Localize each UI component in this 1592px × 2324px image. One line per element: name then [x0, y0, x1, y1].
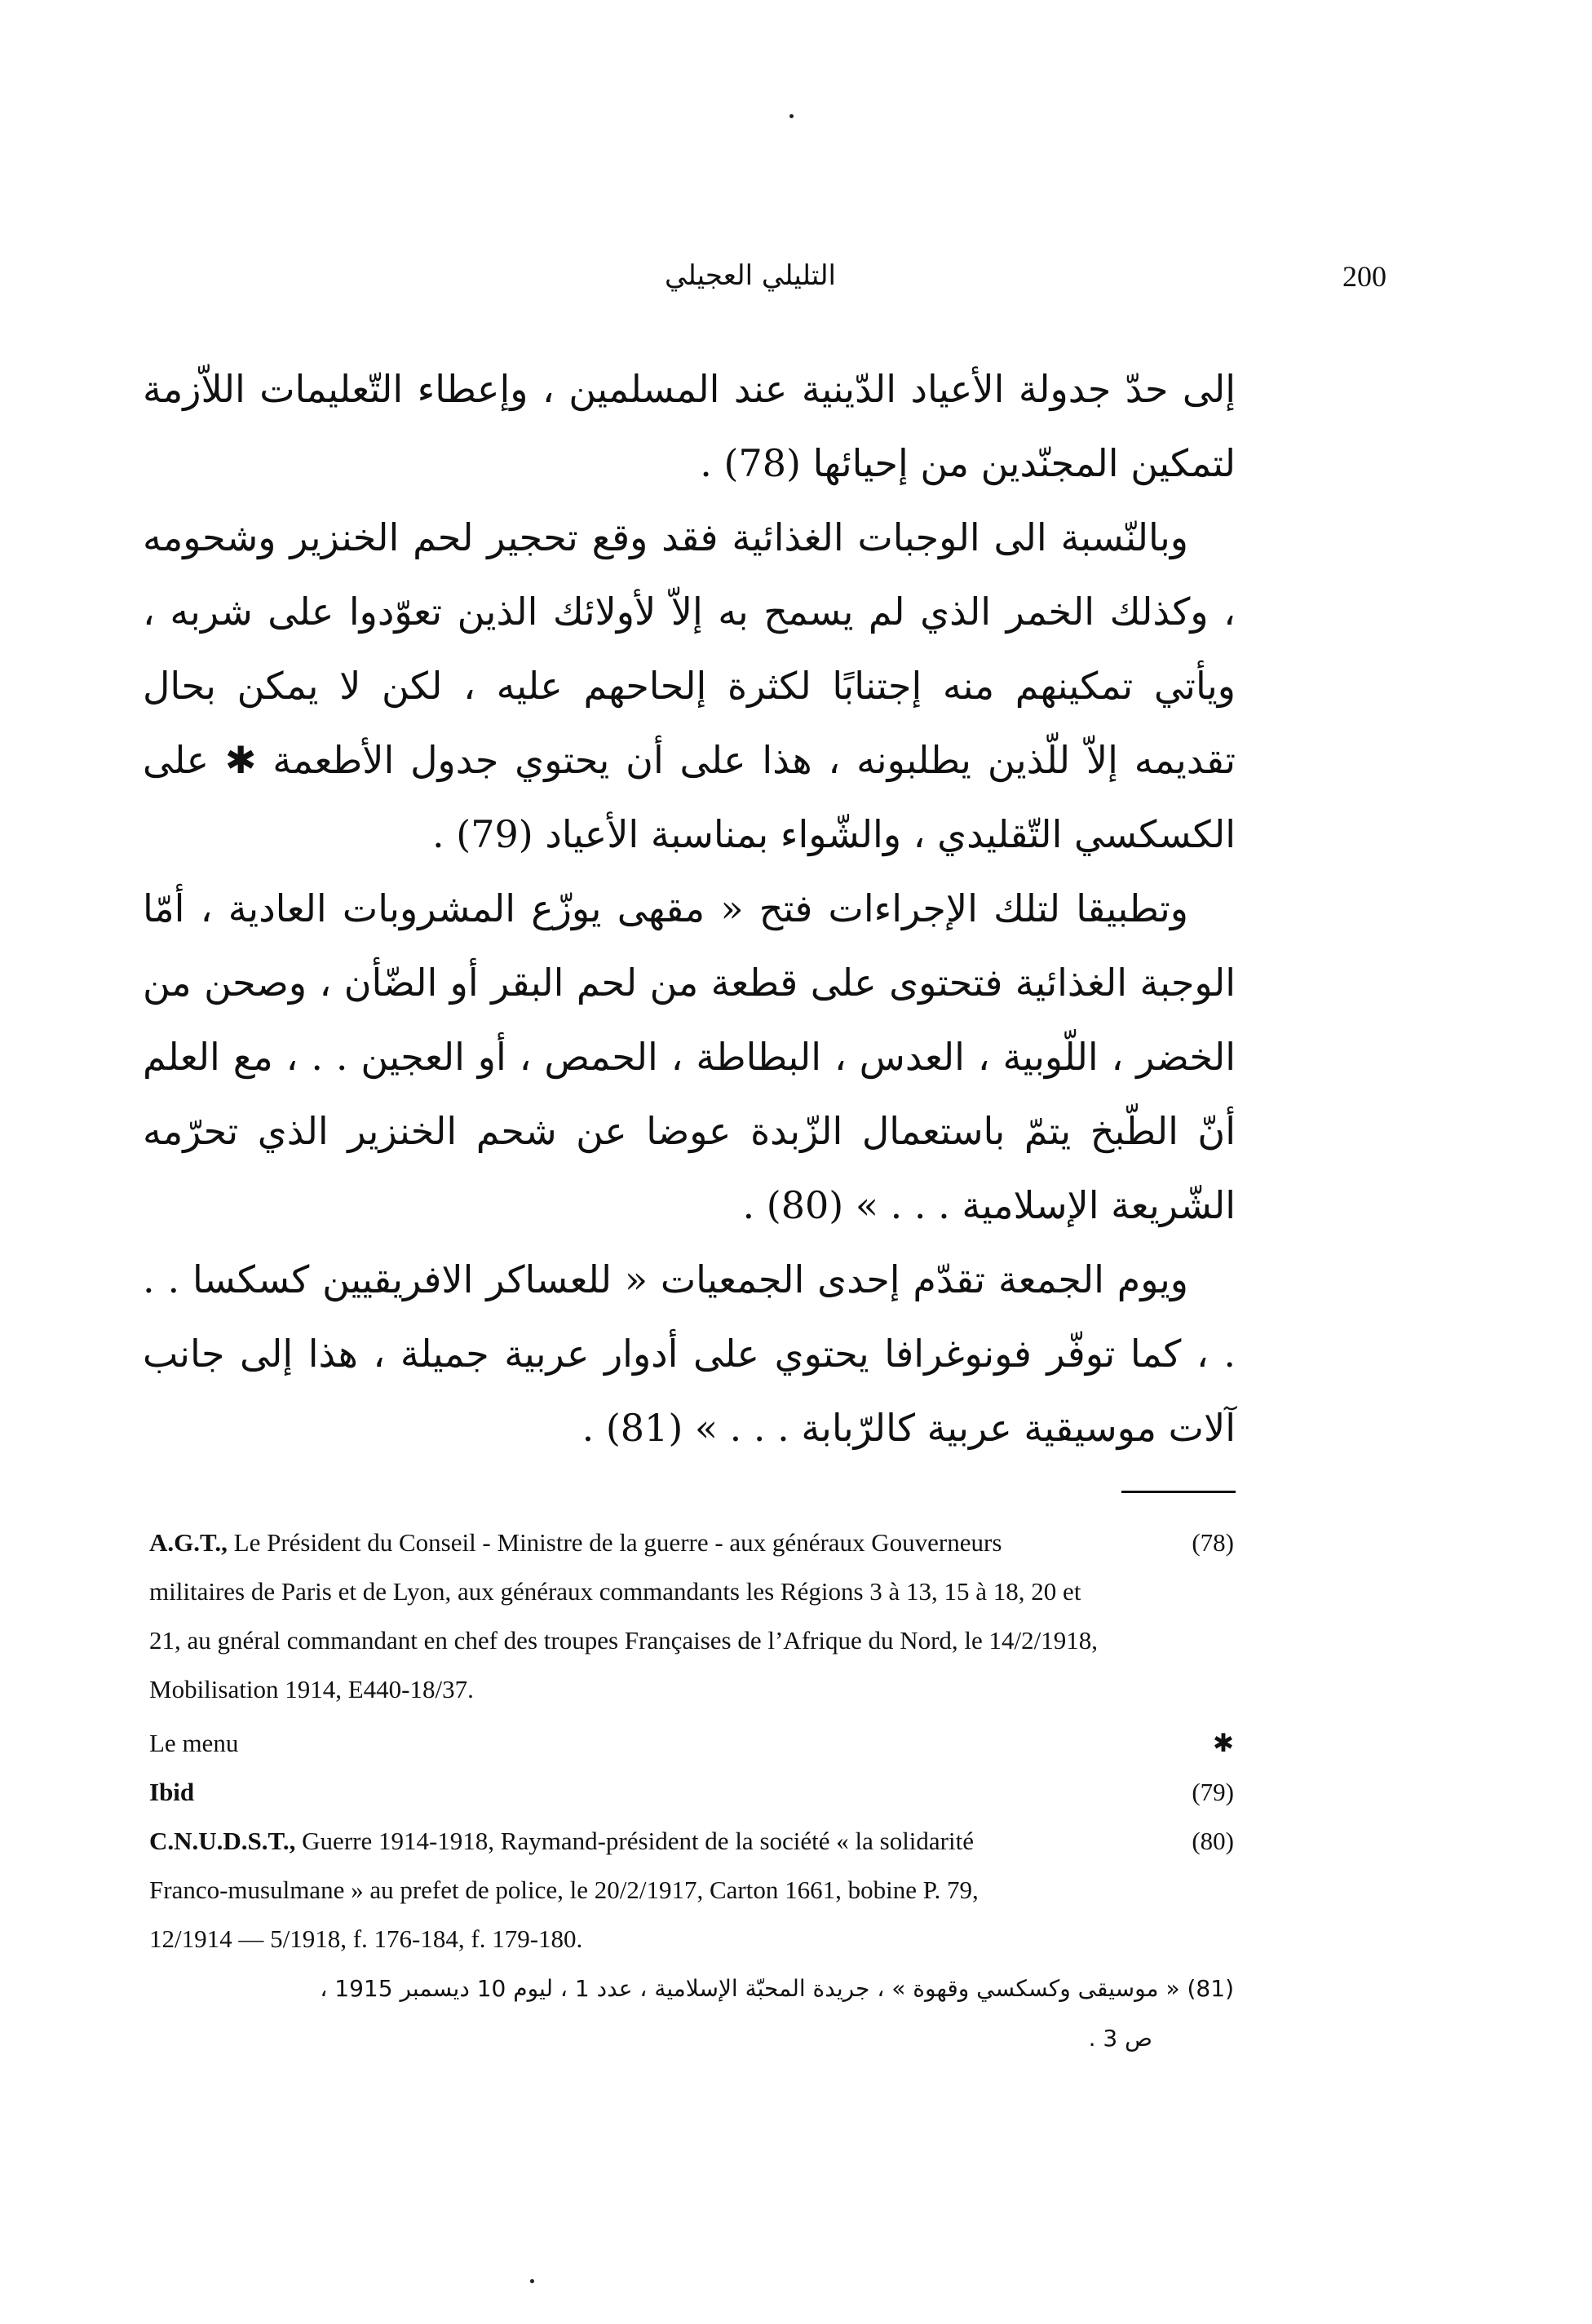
footnote-source: A.G.T., — [149, 1528, 228, 1557]
footnote-text: « موسيقى وكسكسي وقهوة » ، جريدة المحبّة الإسلامية ، عدد 1 ، ليوم 10 ديسمبر 1915 ، — [320, 1975, 1180, 2002]
footnote-star — [149, 1719, 1234, 1768]
footnote-divider — [1121, 1491, 1236, 1493]
footnote-text: Le menu — [149, 1729, 239, 1757]
paragraph: ويوم الجمعة تقدّم إحدى الجمعيات « للعساكر الافريقيين كسكسا . . . ، كما توفّر فونوغرافا يحتوي على أدوار عربية جميلة ، هذا إلى جانب آلات موسيقية عربية كالرّبابة . . . » (81) . — [143, 1257, 1236, 1450]
footnote-78 — [149, 1518, 1234, 1567]
footnotes — [149, 1518, 1234, 2063]
footnote-text: militaires de Paris et de Lyon, aux généraux commandants les Régions 3 à 13, 15 à 18, 20 et — [149, 1577, 1081, 1606]
footnote-text: ص 3 . — [1088, 2025, 1152, 2052]
running-title: التليلي العجيلي — [665, 259, 836, 292]
paragraph: وتطبيقا لتلك الإجراءات فتح « مقهى يوزّع المشروبات العادية ، أمّا الوجبة الغذائية فتحتوى على قطعة من لحم البقر أو الضّأن ، وصحن من الخضر ، اللّوبية ، العدس ، البطاطة ، الحمص ، أو العجين . . ، مع العلم أنّ الطّبخ يتمّ باستعمال الزّبدة عوضا عن شحم الخنزير الذي تحرّمه الشّريعة الإسلامية . . . » (80) . — [143, 886, 1236, 1227]
footnote-source: C.N.U.D.S.T., — [149, 1827, 296, 1855]
paragraph: وبالنّسبة الى الوجبات الغذائية فقد وقع تحجير لحم الخنزير وشحومه ، وكذلك الخمر الذي لم يسمح به إلاّ لأولائك الذين تعوّدوا على شربه ، ويأتي تمكينهم منه إجتنابًا لكثرة إلحاحهم عليه ، لكن لا يمكن بحال تقديمه إلاّ للّذين يطلبونه ، هذا على أن يحتوي جدول الأطعمة ✱ على الكسكسي التّقليدي ، والشّواء بمناسبة الأعياد (79) . — [143, 515, 1236, 856]
footnote-79 — [149, 1768, 1234, 1817]
footnote-number: (78) — [1192, 1528, 1234, 1557]
page-header — [147, 259, 1386, 308]
footnote-text: 12/1914 — 5/1918, f. 176-184, f. 179-180. — [149, 1924, 583, 1953]
footnote-80 — [149, 1817, 1234, 1866]
paragraph: إلى حدّ جدولة الأعياد الدّينية عند المسلمين ، وإعطاء التّعليمات اللاّزمة لتمكين المجنّدين من إحيائها (78) . — [143, 367, 1236, 485]
footnote-81 — [149, 1964, 1234, 2014]
footnote-number: (80) — [1192, 1827, 1234, 1855]
main-text — [143, 352, 1236, 1465]
page-number: 200 — [1342, 260, 1386, 293]
footnote-number: (79) — [1192, 1778, 1234, 1806]
footnote-number: (81) — [1187, 1975, 1234, 2002]
footnote-source: Ibid — [149, 1778, 195, 1806]
footnote-text: Franco-musulmane » au prefet de police, le 20/2/1917, Carton 1661, bobine P. 79, — [149, 1876, 979, 1904]
asterisk-icon: ✱ — [1213, 1729, 1234, 1757]
scan-speck — [530, 2279, 534, 2283]
footnote-text: Guerre 1914-1918, Raymand-président de la société « la solidarité — [295, 1827, 974, 1855]
footnote-text: 21, au gnéral commandant en chef des troupes Françaises de l’Afrique du Nord, le 14/2/1918, — [149, 1626, 1099, 1655]
scan-speck — [789, 114, 794, 118]
footnote-text: Le Président du Conseil - Ministre de la guerre - aux généraux Gouverneurs — [227, 1528, 1002, 1557]
footnote-text: Mobilisation 1914, E440-18/37. — [149, 1675, 474, 1703]
